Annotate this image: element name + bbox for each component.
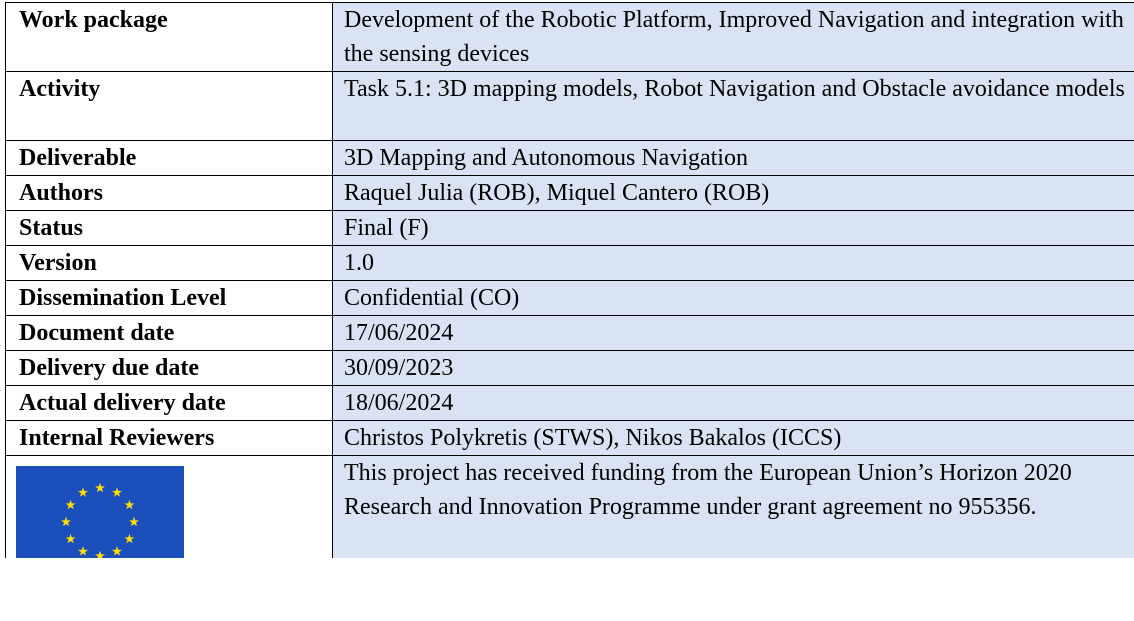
activity-label: Activity — [6, 72, 333, 141]
actual-delivery-date-label: Actual delivery date — [6, 386, 333, 421]
version-value: 1.0 — [333, 246, 1134, 281]
table-row-dissemination-level — [6, 281, 1134, 316]
eu-flag-icon — [16, 466, 184, 558]
document-info-table — [5, 2, 1134, 558]
table-row-status — [6, 211, 1134, 246]
table-row-authors — [6, 176, 1134, 211]
funding-statement: This project has received funding from the European Union’s Horizon 2020 Research and Innovation Programme under grant agreement no 955356. — [333, 456, 1134, 559]
document-date-value: 17/06/2024 — [333, 316, 1134, 351]
deliverable-value: 3D Mapping and Autonomous Navigation — [333, 141, 1134, 176]
status-value: Final (F) — [333, 211, 1134, 246]
table-row-actual-delivery-date — [6, 386, 1134, 421]
document-date-label: Document date — [6, 316, 333, 351]
activity-value: Task 5.1: 3D mapping models, Robot Navigation and Obstacle avoidance models — [333, 72, 1134, 141]
delivery-due-date-value: 30/09/2023 — [333, 351, 1134, 386]
internal-reviewers-label: Internal Reviewers — [6, 421, 333, 456]
eu-logo-cell — [6, 456, 333, 559]
table-row-funding — [6, 456, 1134, 559]
table-row-document-date — [6, 316, 1134, 351]
work-package-value: Development of the Robotic Platform, Improved Navigation and integration with the sensing devices — [333, 3, 1134, 72]
authors-label: Authors — [6, 176, 333, 211]
version-label: Version — [6, 246, 333, 281]
dissemination-level-label: Dissemination Level — [6, 281, 333, 316]
table-row-activity — [6, 72, 1134, 141]
internal-reviewers-value: Christos Polykretis (STWS), Nikos Bakalos (ICCS) — [333, 421, 1134, 456]
status-label: Status — [6, 211, 333, 246]
table-row-deliverable — [6, 141, 1134, 176]
table-row-internal-reviewers — [6, 421, 1134, 456]
table-row-delivery-due-date — [6, 351, 1134, 386]
deliverable-label: Deliverable — [6, 141, 333, 176]
table-row-version — [6, 246, 1134, 281]
work-package-label: Work package — [6, 3, 333, 72]
actual-delivery-date-value: 18/06/2024 — [333, 386, 1134, 421]
delivery-due-date-label: Delivery due date — [6, 351, 333, 386]
authors-value: Raquel Julia (ROB), Miquel Cantero (ROB) — [333, 176, 1134, 211]
dissemination-level-value: Confidential (CO) — [333, 281, 1134, 316]
table-row-work-package — [6, 3, 1134, 72]
